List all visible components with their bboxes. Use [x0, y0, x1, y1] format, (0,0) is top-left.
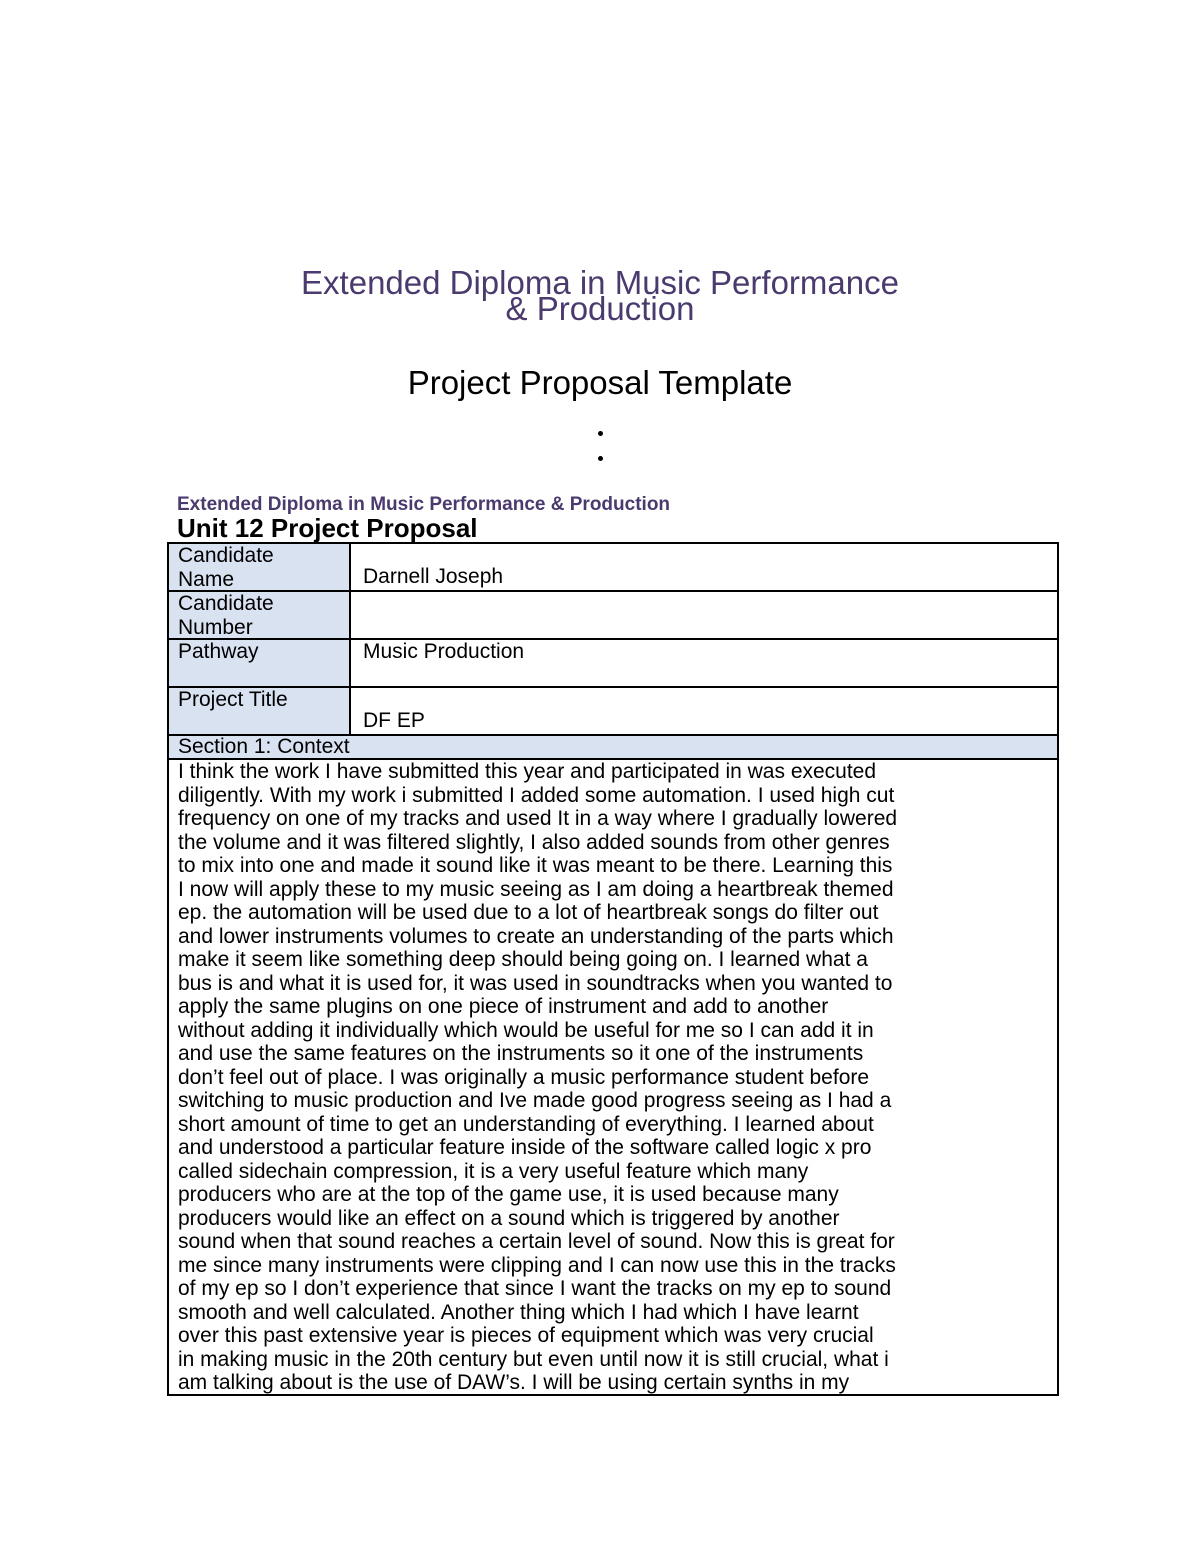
candidate-number-label-line-2: Number	[178, 616, 253, 639]
context-line: ep. the automation will be used due to a lot of heartbreak songs do filter out	[178, 901, 879, 924]
cover-title-line-2: & Production	[505, 290, 695, 327]
context-line: over this past extensive year is pieces of equipment which was very crucial	[178, 1324, 874, 1347]
context-line: the volume and it was filtered slightly, I also added sounds from other genres	[178, 830, 890, 854]
section-1-header: Section 1: Context	[169, 736, 1057, 760]
context-line: apply the same plugins on one piece of instrument and add to another	[178, 995, 829, 1018]
candidate-number-field[interactable]	[351, 592, 1057, 638]
candidate-name-label	[169, 544, 351, 590]
pathway-field[interactable]	[351, 640, 1057, 686]
context-line: producers who are at the top of the game use, it is used because many	[178, 1183, 839, 1206]
candidate-number-row	[169, 592, 1057, 640]
context-line: I think the work I have submitted this year and participated in was executed	[178, 760, 877, 783]
project-title-field[interactable]	[351, 688, 1057, 734]
cover-title	[0, 264, 1200, 327]
context-line: and use the same features on the instruments so it one of the instruments	[178, 1042, 864, 1065]
context-line: switching to music production and Ive made good progress seeing as I had a	[178, 1089, 892, 1112]
unit-heading: Unit 12 Project Proposal	[177, 513, 478, 543]
context-text[interactable]	[169, 760, 1057, 1394]
pathway-label: Pathway	[169, 640, 351, 686]
cover-title-line-1: Extended Diploma in Music Performance	[301, 264, 899, 301]
proposal-form	[167, 542, 1059, 1396]
context-line: don’t feel out of place. I was originally a music performance student before	[178, 1065, 870, 1089]
context-line: and understood a particular feature inside of the software called logic x pro	[178, 1136, 872, 1159]
pathway-row	[169, 640, 1057, 688]
candidate-number-label-line-1: Candidate	[178, 592, 274, 615]
project-title-value: DF EP	[363, 709, 425, 732]
pathway-value: Music Production	[363, 640, 525, 663]
context-line: me since many instruments were clipping and I can now use this in the tracks	[178, 1253, 896, 1277]
context-line: to mix into one and made it sound like it was meant to be there. Learning this	[178, 854, 893, 877]
context-line: sound when that sound reaches a certain level of sound. Now this is great for	[178, 1230, 895, 1253]
candidate-number-label	[169, 592, 351, 638]
context-line: am talking about is the use of DAW’s. I will be using certain synths in my	[178, 1371, 850, 1394]
context-line: in making music in the 20th century but even until now it is still crucial, what i	[178, 1347, 889, 1371]
template-title: Project Proposal Template	[407, 364, 793, 401]
context-line: bus is and what it is used for, it was used in soundtracks when you wanted to	[178, 971, 893, 995]
candidate-name-row	[169, 544, 1057, 592]
context-line: make it seem like something deep should being going on. I learned what a	[178, 948, 868, 971]
context-line: smooth and well calculated. Another thing which I had which I have learnt	[178, 1300, 859, 1324]
context-line: short amount of time to get an understanding of everything. I learned about	[178, 1112, 874, 1136]
context-line: diligently. With my work i submitted I added some automation. I used high cut	[178, 783, 895, 807]
project-title-row	[169, 688, 1057, 736]
context-line: without adding it individually which would be useful for me so I can add it in	[178, 1018, 874, 1042]
context-line: I now will apply these to my music seeing as I am doing a heartbreak themed	[178, 877, 894, 901]
context-line: called sidechain compression, it is a very useful feature which many	[178, 1159, 809, 1183]
bullet-dot	[598, 431, 603, 436]
context-line: and lower instruments volumes to create an understanding of the parts which	[178, 924, 894, 948]
bullet-dot	[598, 456, 603, 461]
candidate-name-field[interactable]	[351, 544, 1057, 590]
candidate-name-label-line-1: Candidate	[178, 544, 274, 567]
candidate-name-value: Darnell Joseph	[363, 565, 504, 588]
context-line: of my ep so I don’t experience that since I want the tracks on my ep to sound	[178, 1277, 892, 1300]
candidate-name-label-line-2: Name	[178, 568, 235, 591]
project-title-label: Project Title	[169, 688, 351, 734]
context-line: frequency on one of my tracks and used It in a way where I gradually lowered	[178, 807, 898, 830]
course-heading: Extended Diploma in Music Performance & Production	[177, 494, 671, 515]
context-line: producers would like an effect on a sound which is triggered by another	[178, 1206, 840, 1230]
